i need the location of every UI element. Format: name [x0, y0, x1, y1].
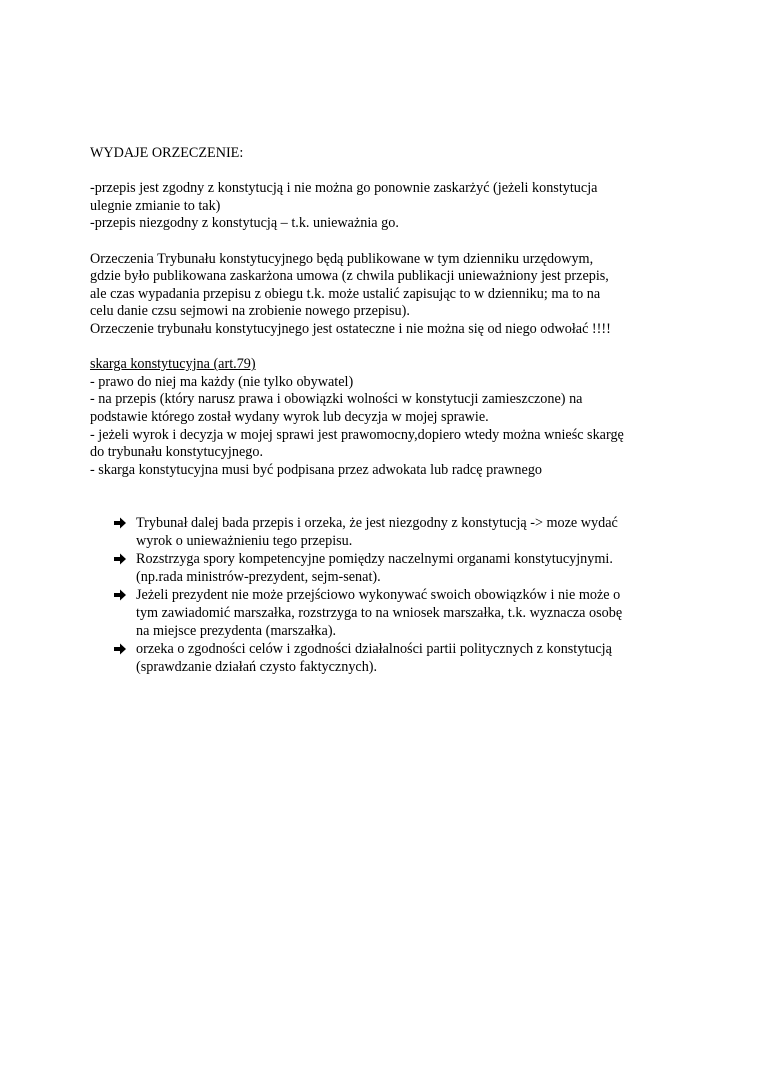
right-arrow-icon — [113, 642, 127, 656]
right-arrow-icon — [113, 588, 127, 602]
heading: WYDAJE ORZECZENIE: — [90, 145, 244, 161]
bullet-line: wyrok o unieważnieniu tego przepisu. — [136, 532, 353, 549]
bullet-line: na miejsce prezydenta (marszałka). — [136, 622, 337, 639]
paragraph-line: Orzeczenie trybunału konstytucyjnego jest ostateczne i nie można się od niego odwołać !!!! — [90, 320, 611, 337]
skarga-line: - skarga konstytucyjna musi być podpisana przez adwokata lub radcę prawnego — [90, 461, 543, 478]
skarga-line: - na przepis (który narusz prawa i obowiązki wolności w konstytucji zamieszczone) na — [90, 391, 583, 408]
bullet-line: (sprawdzanie działań czysto faktycznych). — [136, 658, 378, 675]
bullet-line: tym zawiadomić marszałka, rozstrzyga to na wniosek marszałka, t.k. wyznacza osobę — [136, 604, 623, 621]
bullet-line: orzeka o zgodności celów i zgodności działalności partii politycznych z konstytucją — [136, 641, 612, 658]
bullet-item — [113, 551, 713, 586]
ruling-line: -przepis jest zgodny z konstytucją i nie można go ponownie zaskarżyć (jeżeli konstytucja — [90, 180, 598, 197]
right-arrow-icon — [113, 516, 127, 530]
paragraph-line: Orzeczenia Trybunału konstytucyjnego będą publikowane w tym dzienniku urzędowym, — [90, 250, 594, 267]
paragraph-line: ale czas wypadania przepisu z obiegu t.k. może ustalić zapisując to w dzienniku; ma to na — [90, 285, 601, 302]
document-body — [90, 145, 690, 479]
skarga-line: - prawo do niej ma każdy (nie tylko obywatel) — [90, 373, 354, 390]
right-arrow-icon — [113, 552, 127, 566]
bullet-item — [113, 587, 713, 640]
skarga-title: skarga konstytucyjna (art.79) — [90, 356, 256, 373]
paragraph-line: gdzie było publikowana zaskarżona umowa (z chwila publikacji unieważniony jest przepis, — [90, 268, 609, 285]
bullet-line: Trybunał dalej bada przepis i orzeka, że jest niezgodny z konstytucją -> moze wydać — [136, 515, 618, 531]
bullet-line: (np.rada ministrów-prezydent, sejm-senat). — [136, 568, 381, 585]
bullet-line: Rozstrzyga spory kompetencyjne pomiędzy naczelnymi organami konstytucyjnymi. — [136, 551, 613, 568]
skarga-line: - jeżeli wyrok i decyzja w mojej sprawi jest prawomocny,dopiero wtedy można wnieśc skargę — [90, 426, 624, 443]
paragraph-line: celu danie czsu sejmowi na zrobienie nowego przepisu). — [90, 303, 410, 320]
bullet-line: Jeżeli prezydent nie może przejściowo wykonywać swoich obowiązków i nie może o — [136, 587, 621, 604]
bullet-item — [113, 641, 713, 676]
ruling-line: ulegnie zmianie to tak) — [90, 197, 221, 214]
bullet-item — [113, 515, 713, 550]
bullet-list — [113, 515, 713, 677]
skarga-line: podstawie którego został wydany wyrok lub decyzja w mojej sprawie. — [90, 408, 489, 425]
skarga-line: do trybunału konstytucyjnego. — [90, 444, 263, 461]
ruling-line: -przepis niezgodny z konstytucją – t.k. unieważnia go. — [90, 215, 399, 232]
